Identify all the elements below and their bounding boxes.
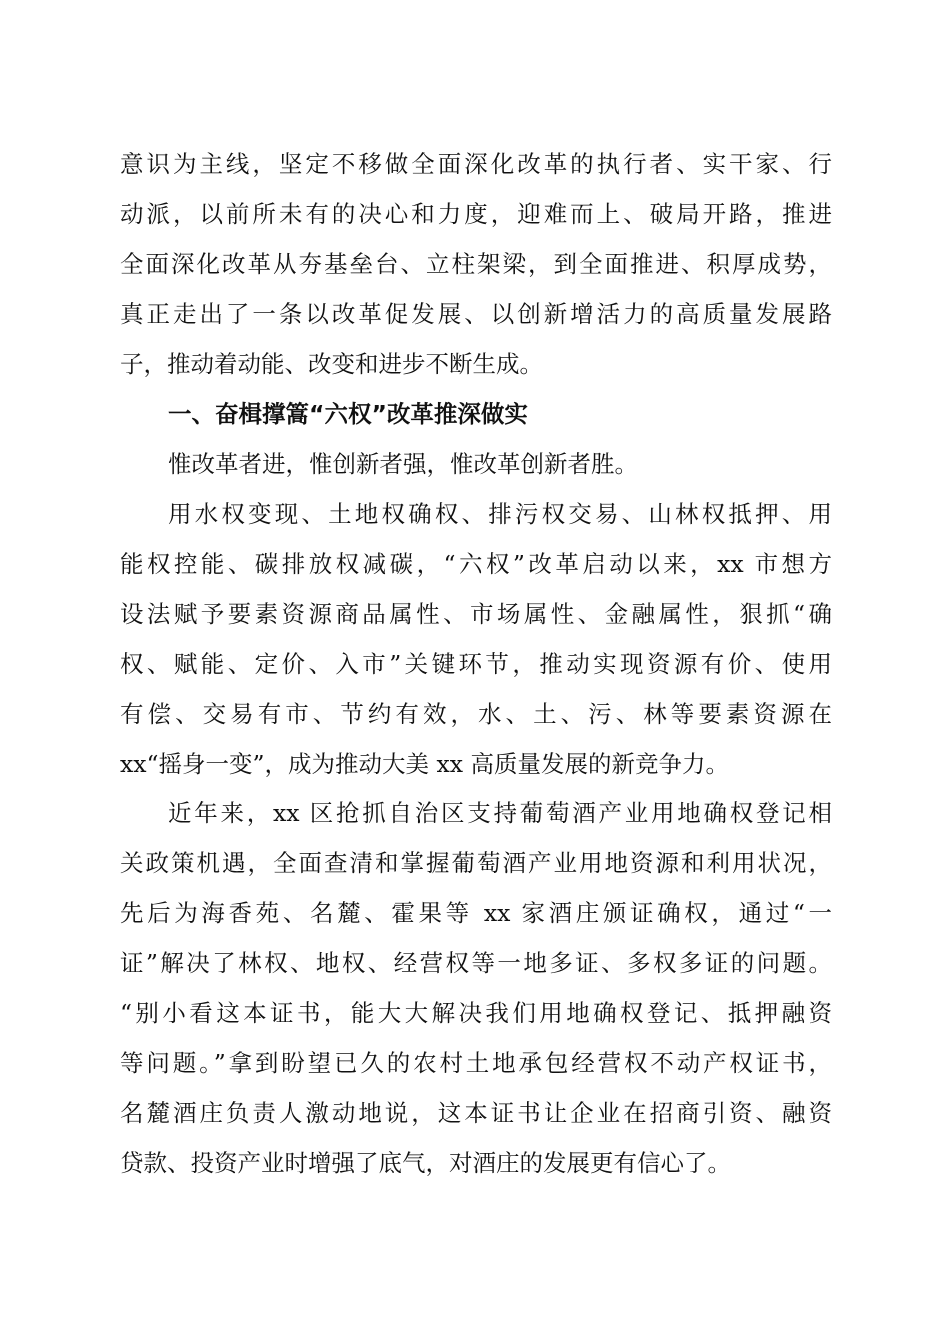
text-line: 子，推动着动能、改变和进步不断生成。 — [120, 350, 543, 378]
text-line: 权、赋能、定价、入市”关键环节，推动实现资源有价、使用 — [120, 650, 832, 678]
text-line: 证”解决了林权、地权、经营权等一地多证、多权多证的问题。 — [120, 949, 832, 977]
text-line: 贷款、投资产业时增强了底气，对酒庄的发展更有信心了。 — [120, 1149, 731, 1177]
text-line: 动派，以前所未有的决心和力度，迎难而上、破局开路，推进 — [120, 200, 832, 228]
text-line: 能权控能、碳排放权减碳，“六权”改革启动以来，xx 市想方 — [120, 550, 832, 578]
text-line: 用水权变现、土地权确权、排污权交易、山林权抵押、用 — [168, 500, 832, 528]
text-line: 名麓酒庄负责人激动地说，这本证书让企业在招商引资、融资 — [120, 1099, 832, 1127]
text-line: 意识为主线，坚定不移做全面深化改革的执行者、实干家、行 — [120, 150, 832, 178]
motto-line: 惟改革者进，惟创新者强，惟改革创新者胜。 — [168, 450, 638, 478]
text-line: 真正走出了一条以改革促发展、以创新增活力的高质量发展路 — [120, 300, 832, 328]
text-line: 等问题。”拿到盼望已久的农村土地承包经营权不动产权证书， — [120, 1049, 832, 1077]
text-line: xx“摇身一变”，成为推动大美 xx 高质量发展的新竞争力。 — [120, 750, 729, 778]
section-heading: 一、奋楫撑篙“六权”改革推深做实 — [168, 400, 528, 428]
text-line: 设法赋予要素资源商品属性、市场属性、金融属性，狠抓“确 — [120, 600, 832, 628]
text-line: “别小看这本证书，能大大解决我们用地确权登记、抵押融资 — [120, 999, 832, 1027]
text-line: 关政策机遇，全面查清和掌握葡萄酒产业用地资源和利用状况， — [120, 849, 832, 877]
text-line: 全面深化改革从夯基垒台、立柱架梁，到全面推进、积厚成势， — [120, 250, 832, 278]
text-line: 近年来，xx 区抢抓自治区支持葡萄酒产业用地确权登记相 — [168, 799, 832, 827]
text-line: 先后为海香苑、名麓、霍果等 xx 家酒庄颁证确权，通过“一 — [120, 899, 832, 927]
text-line: 有偿、交易有市、节约有效，水、土、污、林等要素资源在 — [120, 700, 832, 728]
